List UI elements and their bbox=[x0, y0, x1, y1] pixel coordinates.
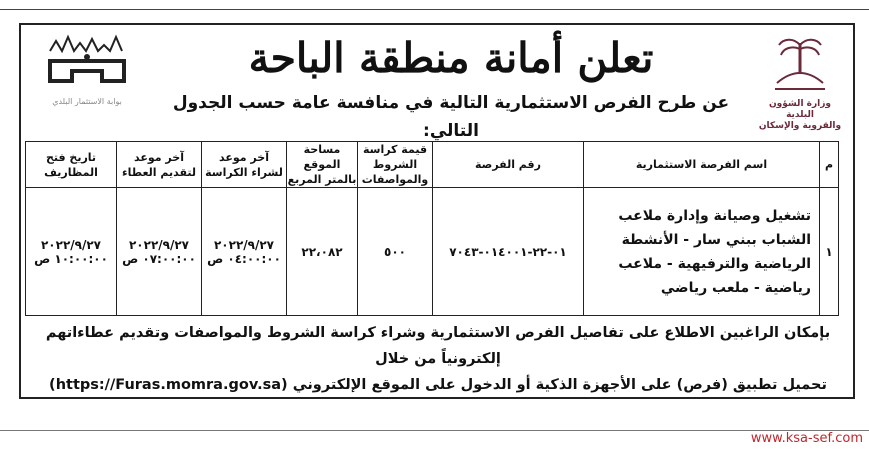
ad-footer bbox=[25, 320, 851, 398]
cell-buy-deadline bbox=[202, 188, 287, 316]
submit-deadline-time: ٠٧:٠٠:٠٠ ص bbox=[122, 251, 196, 266]
opportunities-table bbox=[25, 141, 839, 316]
col-buy-deadline: آخر موعد لشراء الكراسة bbox=[202, 142, 287, 188]
col-num: م bbox=[820, 142, 839, 188]
cell-open-date bbox=[26, 188, 117, 316]
cell-booklet-price: ٥٠٠ bbox=[358, 188, 433, 316]
footer-line-2[interactable]: تحميل تطبيق (فرص) على الأجهزة الذكية أو الدخول على الموقع الإلكتروني (https://Furas.momra.gov.sa) bbox=[49, 377, 827, 393]
col-booklet-price: قيمة كراسة الشروط والمواصفات bbox=[358, 142, 433, 188]
col-name: اسم الفرصة الاستثمارية bbox=[584, 142, 820, 188]
furas-logo bbox=[27, 31, 147, 131]
ministry-caption-1: وزارة الشؤون البلدية bbox=[768, 99, 832, 120]
col-open-date: تاريخ فتح المظاريف bbox=[26, 142, 117, 188]
cell-num: ١ bbox=[820, 188, 839, 316]
col-area: مساحة الموقع بالمتر المربع bbox=[287, 143, 357, 186]
submit-deadline-date: ٢٠٢٢/٩/٢٧ bbox=[128, 237, 190, 252]
open-date: ٢٠٢٢/٩/٢٧ bbox=[40, 237, 102, 252]
buy-deadline-date: ٢٠٢٢/٩/٢٧ bbox=[213, 237, 275, 252]
col-submit-deadline: آخر موعد لتقديم العطاء bbox=[117, 142, 202, 188]
table-header-row bbox=[26, 142, 839, 188]
ministry-logo bbox=[755, 33, 845, 133]
table-row bbox=[26, 188, 839, 316]
cell-submit-deadline bbox=[117, 188, 202, 316]
cell-opp-no: ٠١-٢٢-٠١٤٠٠١-٧٠٤٣ bbox=[433, 188, 584, 316]
tender-advertisement bbox=[19, 23, 855, 399]
ministry-caption-2: والقروية والإسكان bbox=[758, 121, 842, 131]
ad-header bbox=[21, 25, 853, 141]
open-time: ١٠:٠٠:٠٠ ص bbox=[34, 251, 108, 266]
ad-subtitle: عن طرح الفرص الاستثمارية التالية في منافسة عامة حسب الجدول التالي: bbox=[172, 93, 730, 141]
palm-swords-emblem-icon bbox=[765, 33, 835, 95]
ad-title: تعلن أمانة منطقة الباحة bbox=[248, 34, 654, 82]
bottom-divider bbox=[0, 430, 869, 431]
top-divider bbox=[0, 9, 869, 10]
col-opp-no: رقم الفرصة bbox=[433, 142, 584, 188]
footer-line-1: بإمكان الراغبين الاطلاع على تفاصيل الفرص الاستثمارية وشراء كراسة الشروط والمواصفات وتقديم عطاءاتهم إلكترونياً من خلال bbox=[45, 325, 831, 367]
furas-logo-icon bbox=[32, 31, 142, 93]
buy-deadline-time: ٠٤:٠٠:٠٠ ص bbox=[207, 251, 281, 266]
furas-logo-caption: بوابة الاستثمار البلدي bbox=[52, 97, 122, 106]
cell-area: ٢٢،٠٨٢ bbox=[287, 188, 358, 316]
watermark-url: www.ksa-sef.com bbox=[750, 431, 863, 446]
cell-name: تشغيل وصيانة وإدارة ملاعب الشباب ببني سار - الأنشطة الرياضية والترفيهية - ملاعب رياضية - ملعب رياضي bbox=[584, 188, 820, 316]
